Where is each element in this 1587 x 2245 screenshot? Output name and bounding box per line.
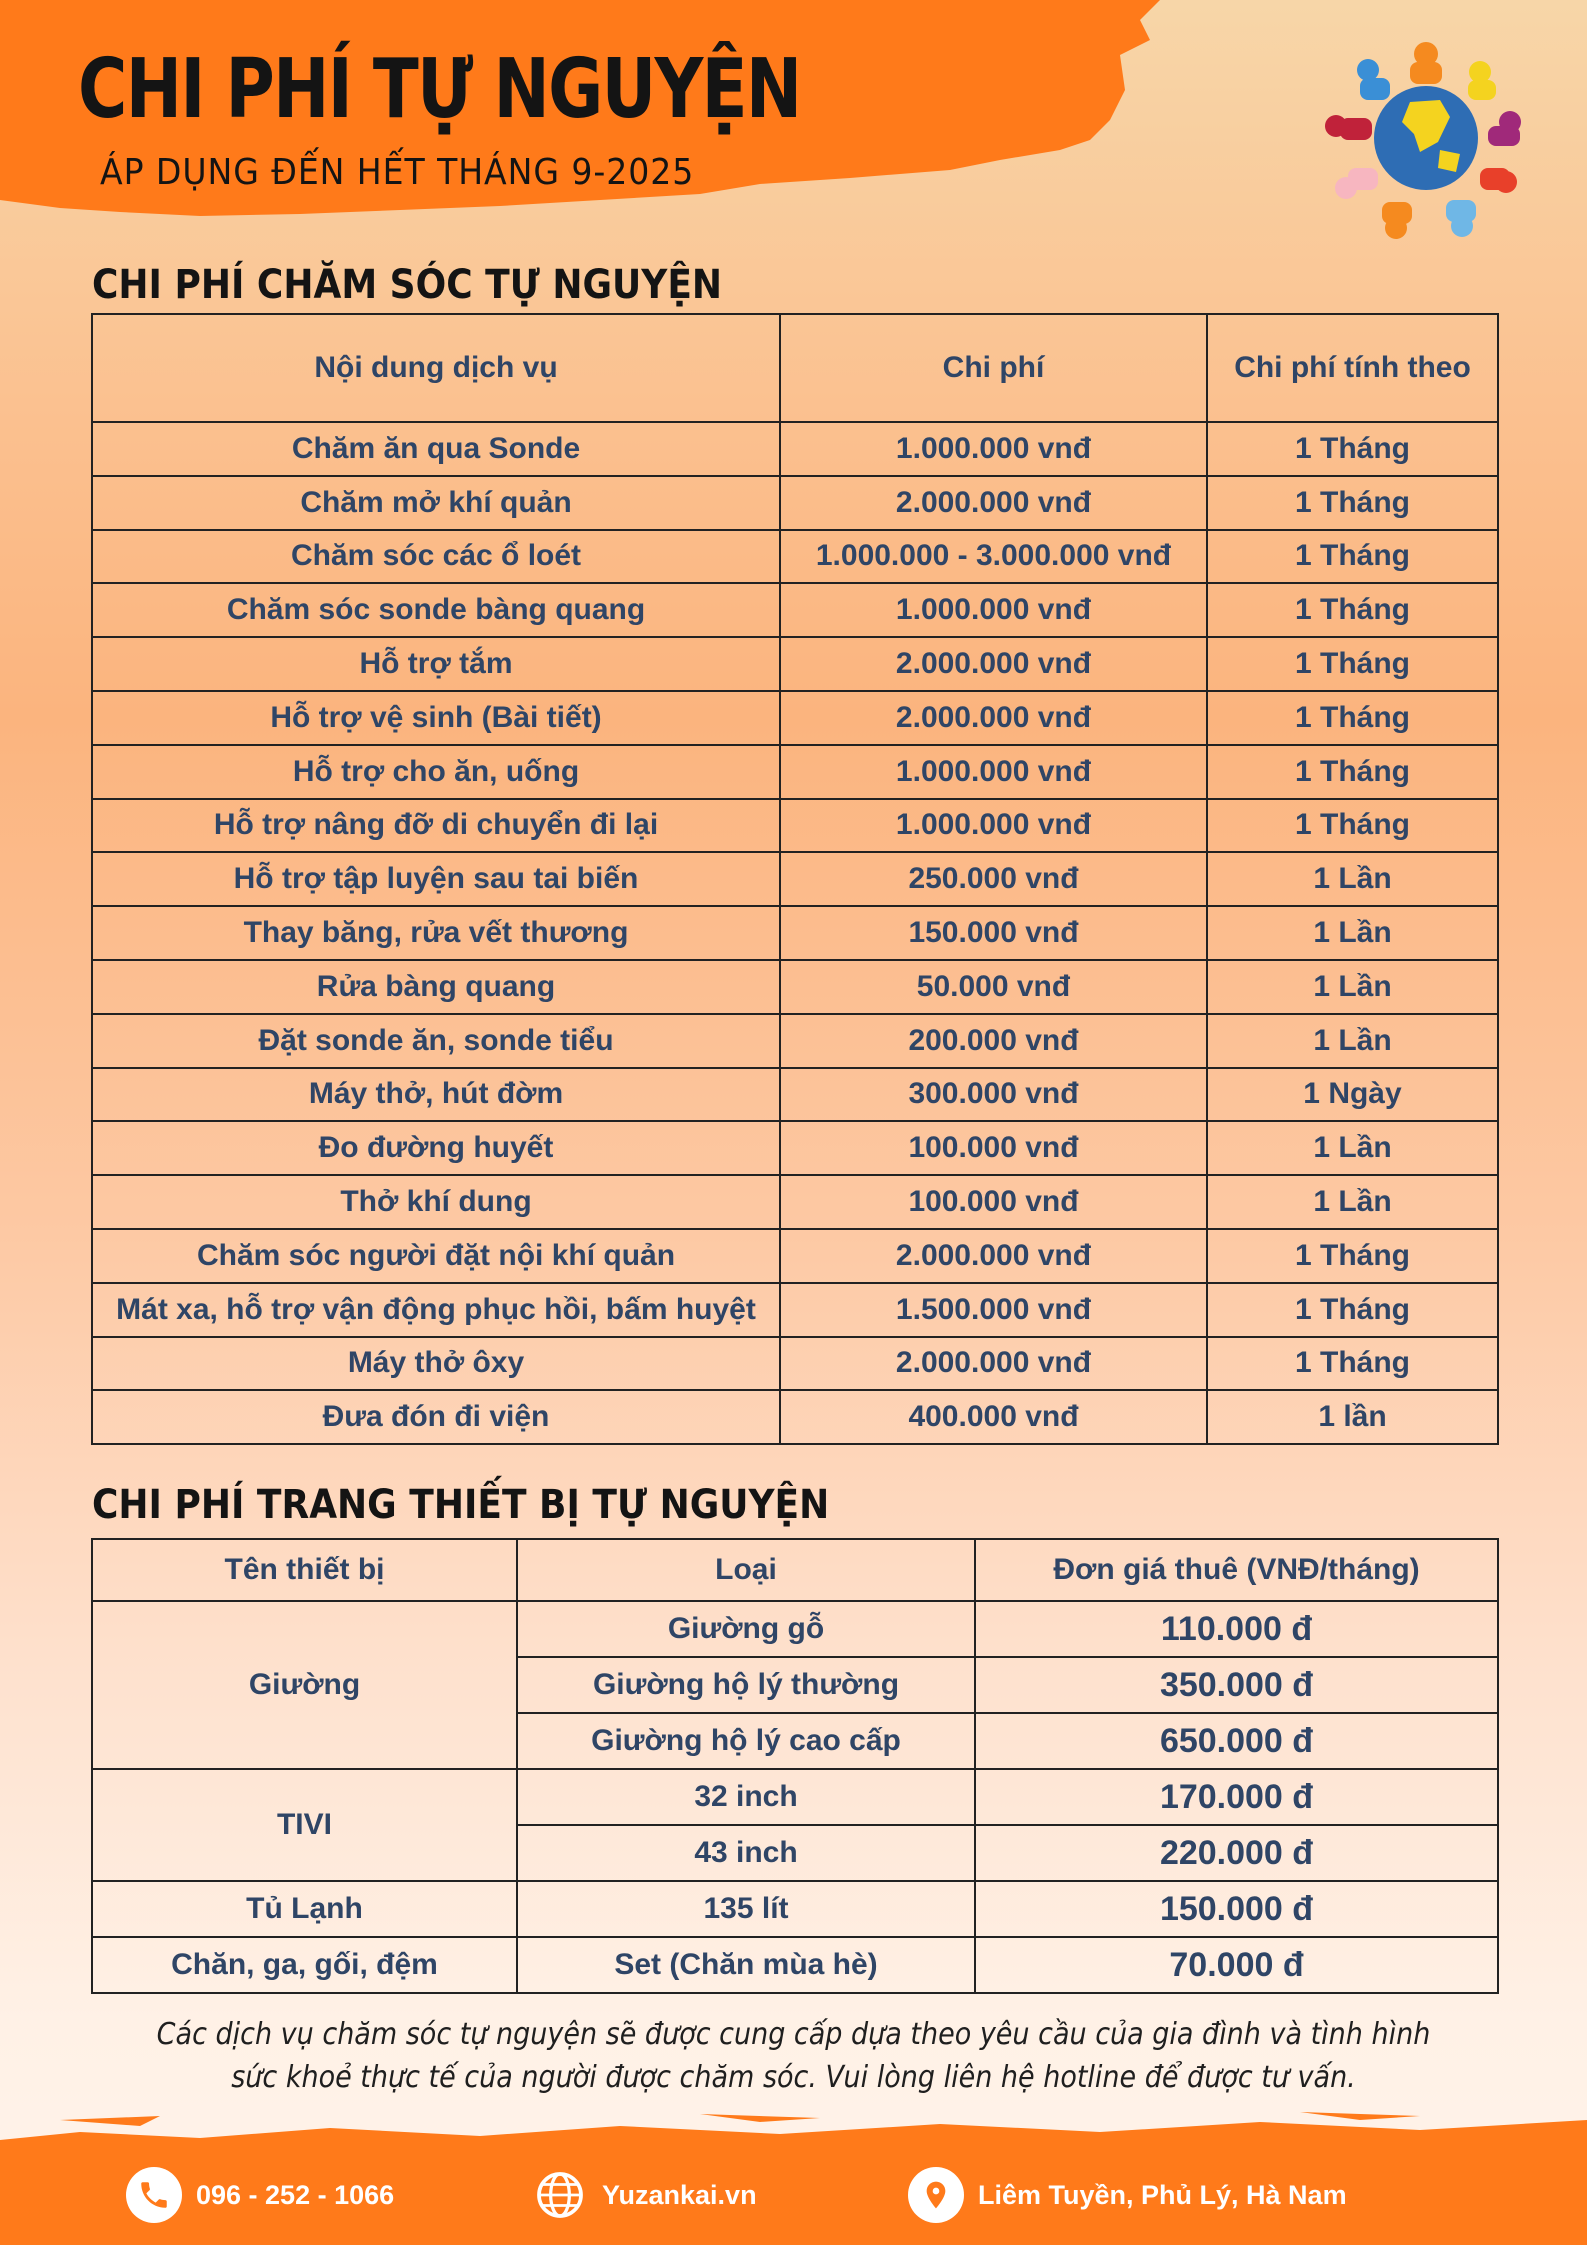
service-cell: Thay băng, rửa vết thương [92, 906, 780, 960]
table-row [92, 1175, 1498, 1229]
unit-cell: 1 Lần [1207, 1014, 1498, 1068]
cost-cell: 1.500.000 vnđ [780, 1283, 1207, 1337]
equipment-price-cell: 650.000 đ [975, 1713, 1498, 1769]
table-row [92, 1937, 1498, 1993]
equipment-name-cell: Giường [92, 1601, 517, 1769]
service-cell: Chăm ăn qua Sonde [92, 422, 780, 476]
table-row [92, 530, 1498, 584]
table-row [92, 852, 1498, 906]
unit-cell: 1 Tháng [1207, 1337, 1498, 1391]
unit-cell: 1 Lần [1207, 906, 1498, 960]
cost-cell: 2.000.000 vnđ [780, 1229, 1207, 1283]
equipment-type-cell: 135 lít [517, 1881, 975, 1937]
service-cell: Đưa đón đi viện [92, 1390, 780, 1444]
service-cell: Hỗ trợ tập luyện sau tai biến [92, 852, 780, 906]
page-subtitle: ÁP DỤNG ĐẾN HẾT THÁNG 9-2025 [100, 152, 695, 193]
cost-cell: 1.000.000 vnđ [780, 422, 1207, 476]
unit-cell: 1 Tháng [1207, 1283, 1498, 1337]
cost-cell: 200.000 vnđ [780, 1014, 1207, 1068]
unit-cell: 1 Lần [1207, 1175, 1498, 1229]
cost-cell: 2.000.000 vnđ [780, 637, 1207, 691]
table-header-row [92, 1539, 1498, 1601]
table-header-row [92, 314, 1498, 422]
cost-cell: 50.000 vnđ [780, 960, 1207, 1014]
equipment-name-cell: TIVI [92, 1769, 517, 1881]
unit-cell: 1 Lần [1207, 852, 1498, 906]
cost-cell: 2.000.000 vnđ [780, 691, 1207, 745]
equipment-name-cell: Chăn, ga, gối, đệm [92, 1937, 517, 1993]
unit-cell: 1 Ngày [1207, 1068, 1498, 1122]
unit-cell: 1 Tháng [1207, 799, 1498, 853]
header-rent-price: Đơn giá thuê (VNĐ/tháng) [975, 1539, 1498, 1601]
cost-cell: 1.000.000 - 3.000.000 vnđ [780, 530, 1207, 584]
service-cell: Đặt sonde ăn, sonde tiểu [92, 1014, 780, 1068]
service-cell: Chăm sóc người đặt nội khí quản [92, 1229, 780, 1283]
cost-cell: 100.000 vnđ [780, 1175, 1207, 1229]
unit-cell: 1 Tháng [1207, 476, 1498, 530]
header-equipment-name: Tên thiết bị [92, 1539, 517, 1601]
equipment-type-cell: 32 inch [517, 1769, 975, 1825]
service-cell: Mát xa, hỗ trợ vận động phục hồi, bấm huyệt [92, 1283, 780, 1337]
header-unit: Chi phí tính theo [1207, 314, 1498, 422]
table-row [92, 1601, 1498, 1657]
unit-cell: 1 Lần [1207, 960, 1498, 1014]
cost-cell: 250.000 vnđ [780, 852, 1207, 906]
cost-cell: 400.000 vnđ [780, 1390, 1207, 1444]
header-service: Nội dung dịch vụ [92, 314, 780, 422]
unit-cell: 1 Tháng [1207, 637, 1498, 691]
unit-cell: 1 lần [1207, 1390, 1498, 1444]
unit-cell: 1 Tháng [1207, 530, 1498, 584]
unit-cell: 1 Lần [1207, 1121, 1498, 1175]
table-row [92, 1390, 1498, 1444]
equipment-section-title: CHI PHÍ TRANG THIẾT BỊ TỰ NGUYỆN [92, 1482, 830, 1528]
equipment-price-cell: 110.000 đ [975, 1601, 1498, 1657]
footer-phone-text: 096 - 252 - 1066 [196, 2179, 395, 2210]
service-cell: Chăm mở khí quản [92, 476, 780, 530]
table-row [92, 1283, 1498, 1337]
table-row [92, 1121, 1498, 1175]
table-row [92, 745, 1498, 799]
cost-cell: 100.000 vnđ [780, 1121, 1207, 1175]
table-row [92, 422, 1498, 476]
table-row [92, 476, 1498, 530]
equipment-price-cell: 70.000 đ [975, 1937, 1498, 1993]
equipment-name-cell: Tủ Lạnh [92, 1881, 517, 1937]
care-section-title: CHI PHÍ CHĂM SÓC TỰ NGUYỆN [92, 262, 723, 308]
unit-cell: 1 Tháng [1207, 422, 1498, 476]
header-cost: Chi phí [780, 314, 1207, 422]
table-row [92, 691, 1498, 745]
unit-cell: 1 Tháng [1207, 691, 1498, 745]
page-title: CHI PHÍ TỰ NGUYỆN [78, 42, 801, 137]
footer-address-text: Liêm Tuyền, Phủ Lý, Hà Nam [978, 2179, 1347, 2210]
cost-cell: 2.000.000 vnđ [780, 1337, 1207, 1391]
equipment-price-cell: 150.000 đ [975, 1881, 1498, 1937]
globe-people-logo [1310, 22, 1542, 254]
footer-phone[interactable] [126, 2165, 394, 2225]
service-cell: Thở khí dung [92, 1175, 780, 1229]
service-cell: Rửa bàng quang [92, 960, 780, 1014]
table-row [92, 960, 1498, 1014]
equipment-type-cell: Giường hộ lý cao cấp [517, 1713, 975, 1769]
cost-cell: 1.000.000 vnđ [780, 745, 1207, 799]
equipment-price-cell: 350.000 đ [975, 1657, 1498, 1713]
table-row [92, 583, 1498, 637]
globe-icon [532, 2167, 588, 2223]
equipment-cost-table [91, 1538, 1499, 1994]
equipment-price-cell: 170.000 đ [975, 1769, 1498, 1825]
table-row [92, 1769, 1498, 1825]
footer-website-text: Yuzankai.vn [602, 2179, 757, 2210]
table-row [92, 1068, 1498, 1122]
table-row [92, 1337, 1498, 1391]
service-cell: Chăm sóc các ổ loét [92, 530, 780, 584]
cost-cell: 300.000 vnđ [780, 1068, 1207, 1122]
location-icon [908, 2167, 964, 2223]
service-cell: Hỗ trợ tắm [92, 637, 780, 691]
unit-cell: 1 Tháng [1207, 745, 1498, 799]
unit-cell: 1 Tháng [1207, 1229, 1498, 1283]
footnote: Các dịch vụ chăm sóc tự nguyện sẽ được cung cấp dựa theo yêu cầu của gia đình và tình hình sức khoẻ thực tế của người được chăm sóc. Vui lòng liên hệ hotline để được tư vấn. [156, 2017, 1431, 2095]
service-cell: Chăm sóc sonde bàng quang [92, 583, 780, 637]
equipment-price-cell: 220.000 đ [975, 1825, 1498, 1881]
care-cost-table [91, 313, 1499, 1445]
cost-cell: 1.000.000 vnđ [780, 799, 1207, 853]
equipment-type-cell: Giường hộ lý thường [517, 1657, 975, 1713]
service-cell: Hỗ trợ nâng đỡ di chuyển đi lại [92, 799, 780, 853]
table-row [92, 906, 1498, 960]
cost-cell: 2.000.000 vnđ [780, 476, 1207, 530]
equipment-type-cell: Giường gỗ [517, 1601, 975, 1657]
service-cell: Hỗ trợ cho ăn, uống [92, 745, 780, 799]
header-equipment-type: Loại [517, 1539, 975, 1601]
table-row [92, 799, 1498, 853]
table-row [92, 1229, 1498, 1283]
cost-cell: 150.000 vnđ [780, 906, 1207, 960]
service-cell: Hỗ trợ vệ sinh (Bài tiết) [92, 691, 780, 745]
service-cell: Máy thở, hút đờm [92, 1068, 780, 1122]
footer-address[interactable] [908, 2165, 1347, 2225]
table-row [92, 637, 1498, 691]
cost-cell: 1.000.000 vnđ [780, 583, 1207, 637]
equipment-type-cell: Set (Chăn mùa hè) [517, 1937, 975, 1993]
equipment-type-cell: 43 inch [517, 1825, 975, 1881]
footer-website[interactable] [532, 2165, 757, 2225]
table-row [92, 1014, 1498, 1068]
service-cell: Máy thở ôxy [92, 1337, 780, 1391]
service-cell: Đo đường huyết [92, 1121, 780, 1175]
unit-cell: 1 Tháng [1207, 583, 1498, 637]
table-row [92, 1881, 1498, 1937]
phone-icon [126, 2167, 182, 2223]
